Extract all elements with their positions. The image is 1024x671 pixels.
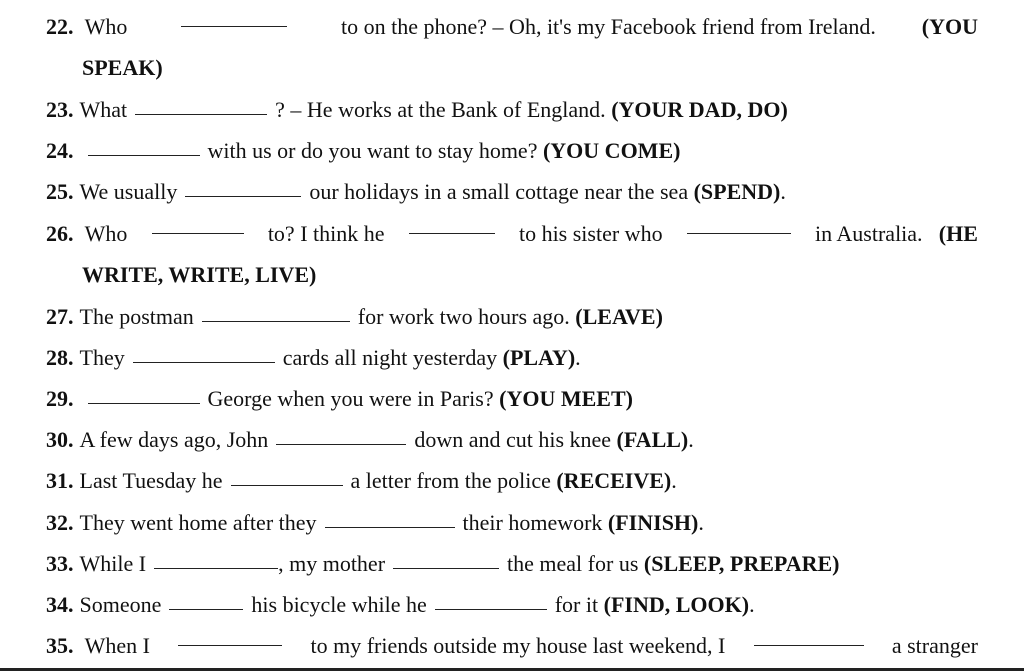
item-text: for work two hours ago.	[357, 304, 570, 329]
item-text: We usually	[79, 179, 178, 204]
item-text: What	[79, 97, 128, 122]
exercise-item-29	[46, 378, 978, 419]
exercise-item-34: 34. Someone his bicycle while he for it (FIND, LOOK).	[46, 592, 755, 617]
item-hint: (SLEEP, PREPARE)	[643, 551, 840, 576]
item-hint: (HE	[938, 221, 978, 246]
item-number: 35.	[46, 633, 74, 658]
item-text: Last Tuesday he	[79, 468, 223, 493]
answer-blank[interactable]	[152, 233, 244, 234]
item-text: They	[79, 345, 125, 370]
item-text: with us or do you want to stay home?	[207, 138, 538, 163]
item-text: to his sister who	[518, 221, 663, 246]
exercise-item-32: 32. They went home after they their homework (FINISH).	[46, 510, 704, 535]
answer-blank[interactable]	[169, 609, 243, 610]
item-text: in Australia.	[815, 221, 923, 246]
exercise-item-30: 30. A few days ago, John down and cut his knee (FALL).	[46, 427, 694, 452]
answer-blank[interactable]	[754, 645, 864, 646]
item-text: Who	[84, 14, 128, 39]
item-number: 25.	[46, 179, 74, 204]
exercise-item-33	[46, 543, 978, 584]
answer-blank[interactable]	[154, 568, 278, 569]
item-hint: (FIND, LOOK)	[603, 592, 750, 617]
item-text: A few days ago, John	[79, 427, 269, 452]
item-hint: (LEAVE)	[575, 304, 663, 329]
item-number: 27.	[46, 304, 74, 329]
answer-blank[interactable]	[178, 645, 282, 646]
item-number: 33.	[46, 551, 74, 576]
item-text: to? I think he	[267, 221, 385, 246]
item-hint: (YOU	[921, 14, 978, 39]
item-number: 34.	[46, 592, 74, 617]
item-number: 24.	[46, 138, 74, 163]
item-hint: (FINISH)	[607, 510, 699, 535]
answer-blank[interactable]	[393, 568, 499, 569]
item-text: a letter from the police	[350, 468, 551, 493]
item-number: 28.	[46, 345, 74, 370]
answer-blank[interactable]	[231, 485, 343, 486]
item-text: George when you were in Paris?	[207, 386, 494, 411]
answer-blank[interactable]	[325, 527, 455, 528]
answer-blank[interactable]	[276, 444, 406, 445]
item-hint: (FALL)	[616, 427, 689, 452]
item-text: down and cut his knee	[414, 427, 612, 452]
item-text: a stranger	[891, 633, 978, 658]
exercise-item-22	[46, 6, 978, 47]
item-number: 23.	[46, 97, 74, 122]
item-number: 32.	[46, 510, 74, 535]
item-text: Who	[84, 221, 128, 246]
answer-blank[interactable]	[181, 26, 287, 27]
item-text: the meal for us	[507, 551, 639, 576]
item-text: While I	[79, 551, 147, 576]
answer-blank[interactable]	[88, 155, 200, 156]
exercise-item-28: 28. They cards all night yesterday (PLAY).	[46, 345, 581, 370]
item-hint: (RECEIVE)	[556, 468, 672, 493]
item-number: 29.	[46, 386, 74, 411]
item-hint-continued: WRITE, WRITE, LIVE)	[82, 262, 317, 287]
item-hint: (PLAY)	[502, 345, 576, 370]
answer-blank[interactable]	[135, 114, 267, 115]
exercise-item-24	[46, 130, 978, 171]
item-text: for it	[554, 592, 599, 617]
item-text: to my friends outside my house last weekend, I	[310, 633, 726, 658]
item-hint: (YOUR DAD, DO)	[611, 97, 788, 122]
answer-blank[interactable]	[185, 196, 301, 197]
item-text: his bicycle while he	[251, 592, 427, 617]
item-text: When I	[84, 633, 150, 658]
item-number: 30.	[46, 427, 74, 452]
exercise-item-27	[46, 296, 978, 337]
item-hint-continued: SPEAK)	[82, 55, 163, 80]
item-text: Someone	[79, 592, 162, 617]
item-text: , my mother	[278, 551, 386, 576]
item-number: 26.	[46, 221, 74, 246]
item-text: our holidays in a small cottage near the sea	[309, 179, 689, 204]
item-text: They went home after they	[79, 510, 317, 535]
item-text: The postman	[79, 304, 194, 329]
exercise-item-35	[46, 625, 978, 666]
item-number: 22.	[46, 14, 74, 39]
item-number: 31.	[46, 468, 74, 493]
exercise-item-23	[46, 89, 978, 130]
exercise-item-26	[46, 213, 978, 254]
answer-blank[interactable]	[409, 233, 495, 234]
exercise-item-31: 31. Last Tuesday he a letter from the police (RECEIVE).	[46, 468, 677, 493]
item-hint: (YOU MEET)	[499, 386, 633, 411]
item-text: their homework	[462, 510, 603, 535]
item-text: ? – He works at the Bank of England.	[275, 97, 606, 122]
answer-blank[interactable]	[133, 362, 275, 363]
item-text: to on the phone? – Oh, it's my Facebook friend from Ireland.	[341, 14, 876, 39]
item-hint: (YOU COME)	[542, 138, 681, 163]
item-hint: (SPEND)	[693, 179, 781, 204]
answer-blank[interactable]	[202, 321, 350, 322]
item-text: cards all night yesterday	[282, 345, 498, 370]
answer-blank[interactable]	[88, 403, 200, 404]
answer-blank[interactable]	[435, 609, 547, 610]
answer-blank[interactable]	[687, 233, 791, 234]
exercise-item-25: 25. We usually our holidays in a small cottage near the sea (SPEND).	[46, 179, 786, 204]
